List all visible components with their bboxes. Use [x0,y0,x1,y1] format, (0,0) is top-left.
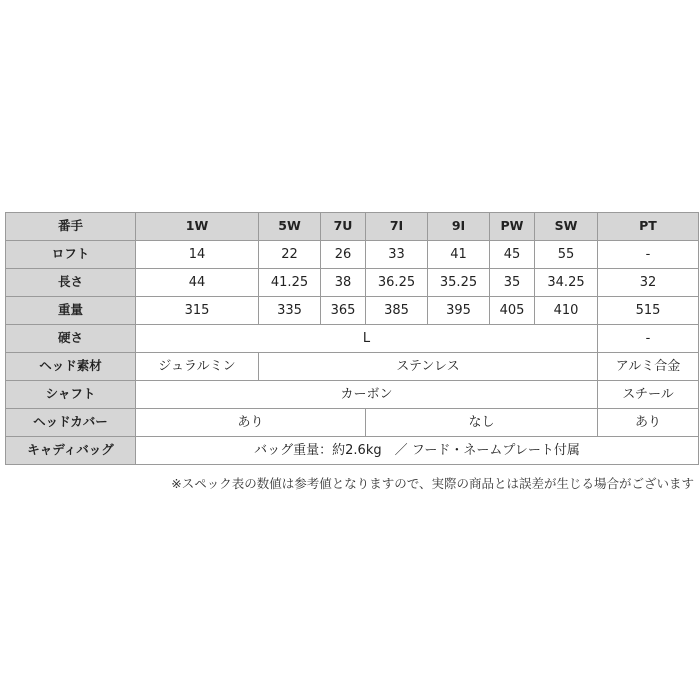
loft-row [6,241,699,269]
weight-cell: 395 [428,297,490,325]
row-label-head-cover: ヘッドカバー [6,409,136,437]
length-row [6,269,699,297]
loft-cell: 55 [535,241,598,269]
col-header-sw: SW [535,213,598,241]
loft-cell: - [598,241,699,269]
weight-cell: 385 [366,297,428,325]
head-cover-row [6,409,699,437]
col-header-pt: PT [598,213,699,241]
col-header-9i: 9I [428,213,490,241]
shaft-cell: カーボン [136,381,598,409]
row-label-head-material: ヘッド素材 [6,353,136,381]
shaft-pt-cell: スチール [598,381,699,409]
weight-cell: 515 [598,297,699,325]
head-material-iron-cell: ステンレス [259,353,598,381]
spec-note: ※スペック表の数値は参考値となりますので、実際の商品とは誤差が生じる場合がございます [171,476,694,491]
loft-cell: 33 [366,241,428,269]
weight-cell: 365 [321,297,366,325]
row-label-loft: ロフト [6,241,136,269]
weight-row [6,297,699,325]
shaft-row [6,381,699,409]
col-header-7u: 7U [321,213,366,241]
spec-table [5,212,699,465]
loft-cell: 45 [490,241,535,269]
row-label-club-number: 番手 [6,213,136,241]
length-cell: 32 [598,269,699,297]
head-cover-pt-cell: あり [598,409,699,437]
weight-cell: 315 [136,297,259,325]
row-label-caddy-bag: キャディバッグ [6,437,136,465]
loft-cell: 41 [428,241,490,269]
col-header-5w: 5W [259,213,321,241]
weight-cell: 405 [490,297,535,325]
head-material-wood-cell: ジュラルミン [136,353,259,381]
weight-cell: 335 [259,297,321,325]
col-header-pw: PW [490,213,535,241]
length-cell: 38 [321,269,366,297]
hardness-cell: L [136,325,598,353]
row-label-length: 長さ [6,269,136,297]
length-cell: 34.25 [535,269,598,297]
row-label-hardness: 硬さ [6,325,136,353]
weight-cell: 410 [535,297,598,325]
head-material-pt-cell: アルミ合金 [598,353,699,381]
head-cover-irons-cell: なし [366,409,598,437]
loft-cell: 26 [321,241,366,269]
loft-cell: 22 [259,241,321,269]
length-cell: 35.25 [428,269,490,297]
length-cell: 41.25 [259,269,321,297]
head-cover-woods-cell: あり [136,409,366,437]
caddy-bag-row [6,437,699,465]
col-header-1w: 1W [136,213,259,241]
row-label-weight: 重量 [6,297,136,325]
col-header-7i: 7I [366,213,428,241]
length-cell: 44 [136,269,259,297]
hardness-pt-cell: - [598,325,699,353]
loft-cell: 14 [136,241,259,269]
length-cell: 36.25 [366,269,428,297]
length-cell: 35 [490,269,535,297]
row-label-shaft: シャフト [6,381,136,409]
hardness-row [6,325,699,353]
header-row [6,213,699,241]
caddy-bag-cell: バッグ重量：約2.6kg ／ フード・ネームプレート付属 [136,437,699,465]
head-material-row [6,353,699,381]
